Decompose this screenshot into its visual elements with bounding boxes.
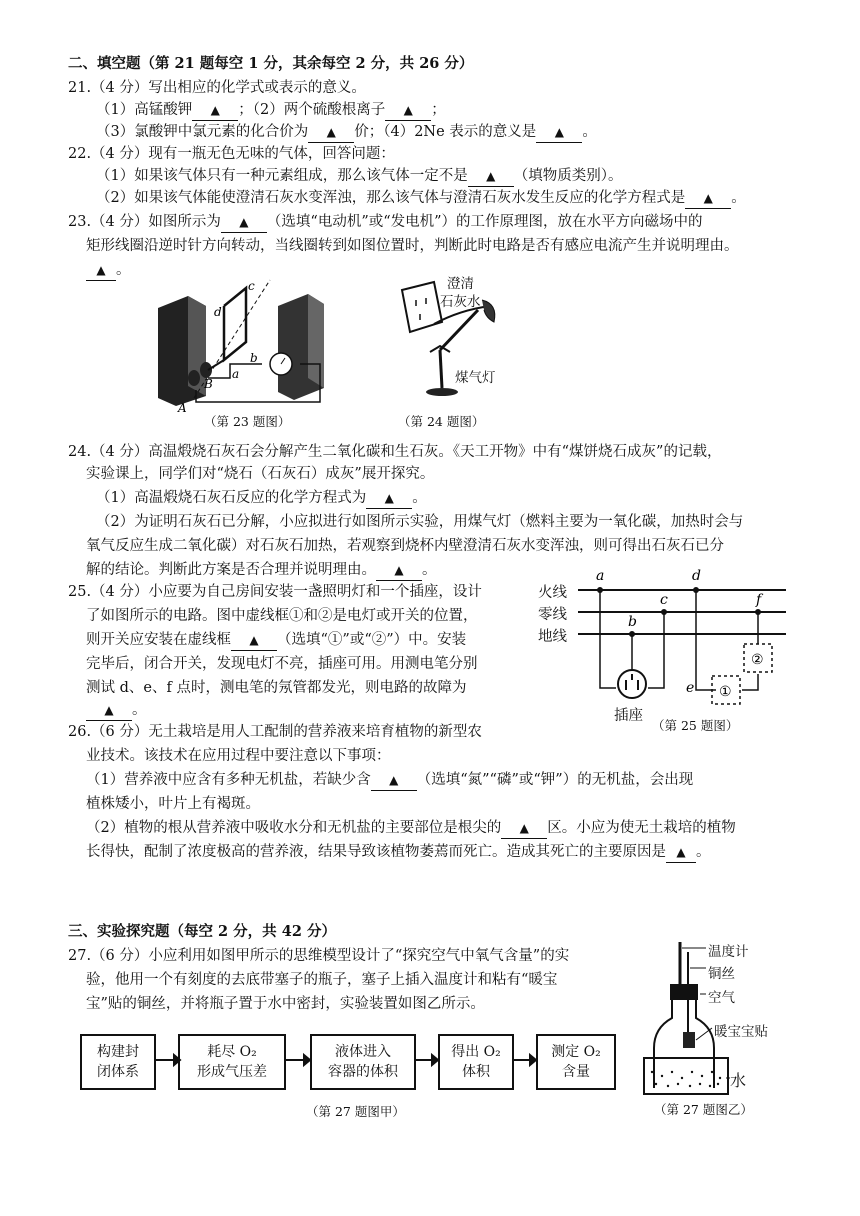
q21-part4-text: 价；（4）2Ne 表示的意义是 <box>354 124 537 140</box>
fig25-ground-wire: 地线 <box>538 629 567 645</box>
flow-box-4: 得出 O₂ 体积 <box>438 1034 514 1090</box>
section-3-title: 三、实验探究题（每空 2 分，共 42 分） <box>68 923 336 940</box>
q21-stem: 21.（4 分）写出相应的化学式或表示的意义。 <box>68 80 366 96</box>
flow-box-5: 测定 O₂ 含量 <box>536 1034 616 1090</box>
fig27b-copper-label: 铜丝 <box>708 966 735 982</box>
fig25-socket-label: 插座 <box>614 708 643 724</box>
q25-line6: ▲ 。 <box>86 700 147 721</box>
fig27b-thermometer-label: 温度计 <box>708 944 749 960</box>
fig23-caption: （第 23 题图） <box>204 414 291 429</box>
figure-23-generator <box>150 278 350 413</box>
q21-part2-text: ；（2）两个硫酸根离子 <box>238 102 386 118</box>
answer-blank: ▲ <box>308 122 354 143</box>
fig23-label-B: B <box>204 377 213 391</box>
fig25-caption: （第 25 题图） <box>652 718 739 733</box>
fig24-label-clear: 澄清 <box>447 276 474 292</box>
fig23-label-a: a <box>232 367 240 381</box>
q26-line1: 26.（6 分）无土栽培是用人工配制的营养液来培育植物的新型农 <box>68 724 482 740</box>
fig27b-caption: （第 27 题图乙） <box>654 1102 753 1117</box>
q21-part3-text: （3）氯酸钾中氯元素的化合价为 <box>96 124 309 140</box>
answer-blank: ▲ <box>501 818 547 839</box>
q21-part1-text: （1）高锰酸钾 <box>96 102 193 118</box>
answer-blank: ▲ <box>86 260 116 281</box>
q26-line2: 业技术。该技术在应用过程中要注意以下事项： <box>86 748 391 764</box>
answer-blank: ▲ <box>376 560 422 581</box>
q26-line3: （1）营养液中应含有多种无机盐，若缺少含 ▲ （选填“氮”“磷”或“钾”）的无机盐，会出现 <box>86 770 693 791</box>
fig25-box-1: ① <box>719 684 732 700</box>
answer-blank: ▲ <box>192 100 238 121</box>
q24-line6: 解的结论。判断此方案是否合理并说明理由。 ▲ 。 <box>86 560 437 581</box>
q22-line2: （2）如果该气体能使澄清石灰水变浑浊，那么该气体与澄清石灰水发生反应的化学方程式是 ▲ 。 <box>96 188 746 209</box>
fig27b-warmer-label: 暖宝宝贴 <box>714 1024 768 1040</box>
answer-blank: ▲ <box>468 166 514 187</box>
answer-blank: ▲ <box>666 842 696 863</box>
q22-stem: 22.（4 分）现有一瓶无色无味的气体，回答问题： <box>68 146 395 162</box>
fig23-label-A: A <box>178 401 187 413</box>
fig27b-air-label: 空气 <box>708 990 735 1006</box>
q26-line4: 植株矮小，叶片上有褐斑。 <box>86 796 260 812</box>
q26-line6: 长得快，配制了浓度极高的营养液，结果导致该植物萎蔫而死亡。造成其死亡的主要原因是 ▲ 。 <box>86 842 711 863</box>
fig23-label-c: c <box>248 279 255 293</box>
fig25-point-c: c <box>660 592 668 608</box>
fig23-label-d: d <box>214 305 222 319</box>
answer-blank: ▲ <box>366 488 412 509</box>
q21-line2: （3）氯酸钾中氯元素的化合价为 ▲ 价；（4）2Ne 表示的意义是 ▲ 。 <box>96 122 597 143</box>
answer-blank: ▲ <box>685 188 731 209</box>
q25-line1: 25.（4 分）小应要为自己房间安装一盏照明灯和一个插座，设计 <box>68 584 482 600</box>
q24-line4: （2）为证明石灰石已分解，小应拟进行如图所示实验，用煤气灯（燃料主要为一氧化碳，加热时会与 <box>96 514 744 530</box>
answer-blank: ▲ <box>536 122 582 143</box>
q25-line2: 了如图所示的电路。图中虚线框①和②是电灯或开关的位置， <box>86 608 478 624</box>
answer-blank: ▲ <box>86 700 132 721</box>
q23-line1: 23.（4 分）如图所示为 ▲ （选填“电动机”或“发电机”）的工作原理图，放在水平方向磁场中的 <box>68 212 703 233</box>
q27-line1: 27.（6 分）小应利用如图甲所示的思维模型设计了“探究空气中氧气含量”的实 <box>68 948 570 964</box>
flow-arrows <box>152 1050 542 1070</box>
fig24-label-limewater: 石灰水 <box>440 294 481 310</box>
q22-line1: （1）如果该气体只有一种元素组成，那么该气体一定不是 ▲ （填物质类别）。 <box>96 166 622 187</box>
q25-line5: 测试 d、e、f 点时，测电笔的氖管都发光，则电路的故障为 <box>86 680 467 696</box>
q25-line4: 完毕后，闭合开关，发现电灯不亮，插座可用。用测电笔分别 <box>86 656 478 672</box>
fig25-neutral-wire: 零线 <box>538 607 567 623</box>
q24-line5: 氧气反应生成二氧化碳）对石灰石加热，若观察到烧杯内壁澄清石灰水变浑浊，则可得出石灰石已分 <box>86 538 724 554</box>
answer-blank: ▲ <box>385 100 431 121</box>
fig23-label-b: b <box>250 351 258 365</box>
fig25-box-2: ② <box>751 652 764 668</box>
q24-line3: （1）高温煅烧石灰石反应的化学方程式为 ▲ 。 <box>96 488 427 509</box>
fig24-caption: （第 24 题图） <box>398 414 485 429</box>
q21-line1: （1）高锰酸钾 ▲ ；（2）两个硫酸根离子 ▲ ； <box>96 100 446 121</box>
fig25-point-a: a <box>596 568 605 584</box>
answer-blank: ▲ <box>231 630 277 651</box>
q25-line3: 则开关应安装在虚线框 ▲ （选填“①”或“②”）中。安装 <box>86 630 466 651</box>
q23-line3: ▲ 。 <box>86 260 131 281</box>
q23-line2: 矩形线圈沿逆时针方向转动，当线圈转到如图位置时，判断此时电路是否有感应电流产生并说明理由。 <box>86 238 739 254</box>
flow-box-1: 构建封 闭体系 <box>80 1034 156 1090</box>
section-2-title: 二、填空题（第 21 题每空 1 分，其余每空 2 分，共 26 分） <box>68 55 474 72</box>
q26-line5: （2）植物的根从营养液中吸收水分和无机盐的主要部位是根尖的 ▲ 区。小应为使无土栽培的植物 <box>86 818 736 839</box>
flow-box-3: 液体进入 容器的体积 <box>310 1034 416 1090</box>
fig27a-caption: （第 27 题图甲） <box>306 1104 405 1119</box>
q27-line2: 验，他用一个有刻度的去底带塞子的瓶子，塞子上插入温度计和粘有“暖宝 <box>86 972 558 988</box>
fig27b-water-label: 水 <box>730 1071 747 1090</box>
fig25-point-e: e <box>686 680 695 696</box>
q24-line1: 24.（4 分）高温煅烧石灰石会分解产生二氧化碳和生石灰。《天工开物》中有“煤饼烧石成灰”的记载， <box>68 444 722 460</box>
q24-line2: 实验课上，同学们对“烧石（石灰石）成灰”展开探究。 <box>86 466 435 482</box>
fig25-point-d: d <box>692 568 701 584</box>
figure-25-circuit <box>536 564 792 732</box>
fig25-live-wire: 火线 <box>538 585 567 601</box>
answer-blank: ▲ <box>221 212 267 233</box>
fig25-point-f: f <box>756 592 762 608</box>
fig25-point-b: b <box>628 614 637 630</box>
flow-box-2: 耗尽 O₂ 形成气压差 <box>178 1034 286 1090</box>
q27-line3: 宝”贴的铜丝，并将瓶子置于水中密封，实验装置如图乙所示。 <box>86 996 485 1012</box>
fig24-label-gas-lamp: 煤气灯 <box>455 370 496 386</box>
answer-blank: ▲ <box>371 770 417 791</box>
